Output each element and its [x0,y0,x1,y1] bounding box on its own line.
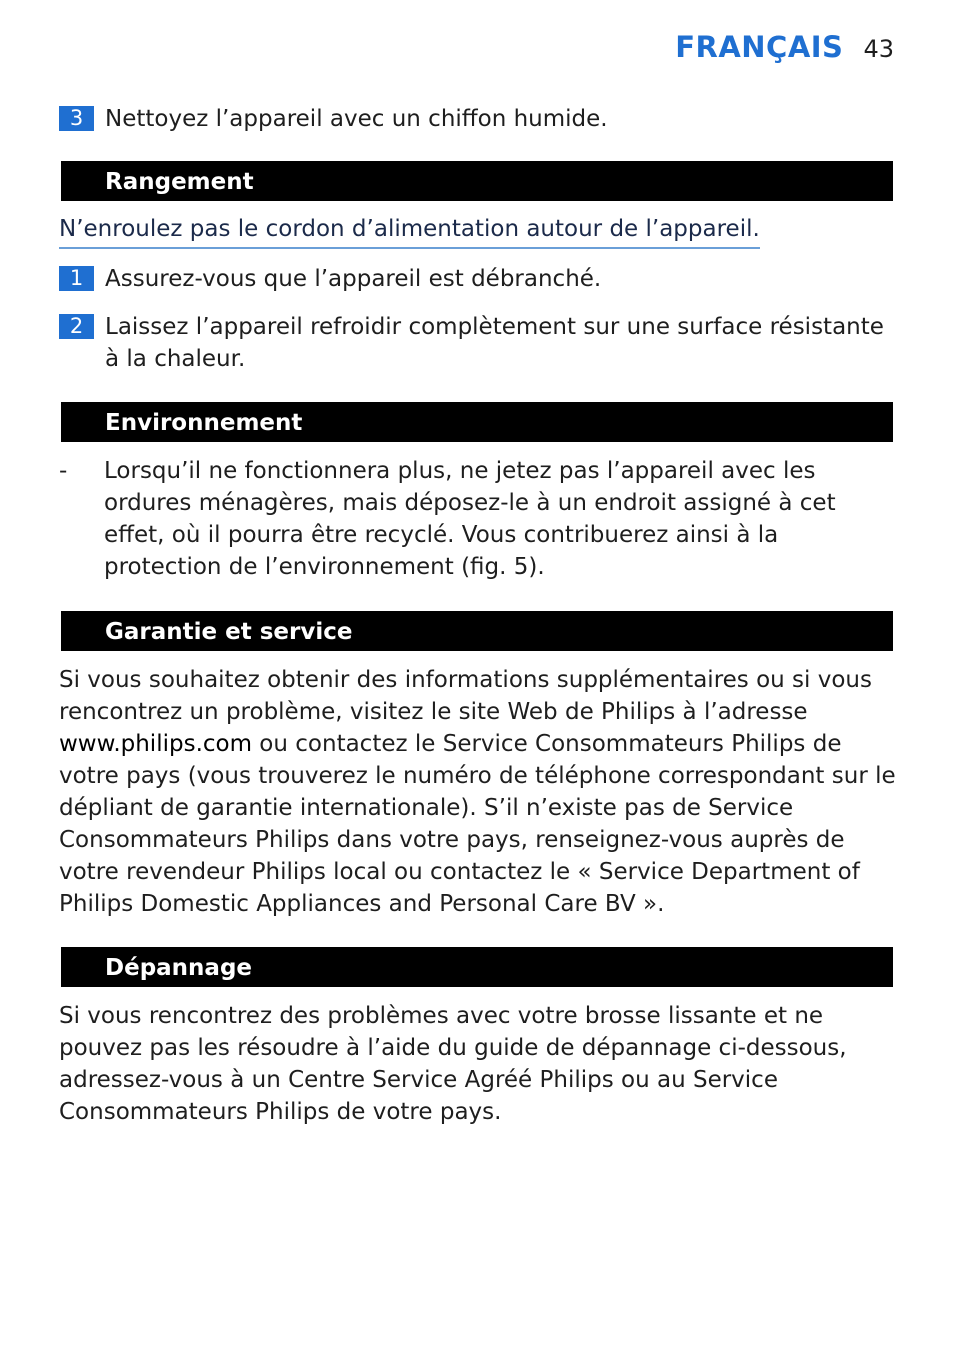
page-number: 43 [863,35,894,63]
section-heading-garantie: Garantie et service [61,611,893,651]
rangement-step-1 [59,263,889,295]
section-heading-depannage: Dépannage [61,947,893,987]
step-number-badge: 1 [59,266,94,291]
page-header [675,30,894,64]
step-number-badge: 3 [59,106,94,131]
step-text: Nettoyez l’appareil avec un chiffon humide. [105,106,608,132]
section-heading-rangement: Rangement [61,161,893,201]
bullet-dash: - [59,458,68,484]
step-text: Assurez-vous que l’appareil est débranché. [105,266,602,292]
depannage-paragraph: Si vous rencontrez des problèmes avec votre brosse lissante et ne pouvez pas les résoudre à l’aide du guide de dépannage ci-dessous, adressez-vous à un Centre Service Agréé Philips ou au Service Consommateurs Philips de votre pays. [59,1003,847,1125]
warning-text: N’enroulez pas le cordon d’alimentation autour de l’appareil. [59,213,760,249]
garantie-text-start: Si vous souhaitez obtenir des informations supplémentaires ou si vous rencontrez un problème, visitez le site Web de Philips à l’adresse [59,667,872,725]
rangement-step-2 [59,311,889,375]
garantie-text-end: ou contactez le Service Consommateurs Philips de votre pays (vous trouverez le numéro de téléphone correspondant sur le dépliant de garantie internationale). S’il n’existe pas de Service Consommateurs Philips dans votre pays, renseignez-vous auprès de votre revendeur Philips local ou contactez le « Service Department of Philips Domestic Appliances and Personal Care BV ». [59,731,896,917]
bullet-text: Lorsqu’il ne fonctionnera plus, ne jetez pas l’appareil avec les ordures ménagères, mais déposez-le à un endroit assigné à cet effet, où il pourra être recyclé. Vous contribuerez ainsi à la protection de l’environnement (fig. 5). [104,458,836,580]
garantie-paragraph [59,664,897,920]
step-text: Laissez l’appareil refroidir complètement sur une surface résistante à la chaleur. [105,314,884,372]
environment-bullet [59,455,889,583]
section-heading-environnement: Environnement [61,402,893,442]
philips-website-link[interactable]: www.philips.com [59,731,252,757]
language-label: FRANÇAIS [675,30,844,64]
cleaning-step-3 [59,103,889,135]
step-number-badge: 2 [59,314,94,339]
